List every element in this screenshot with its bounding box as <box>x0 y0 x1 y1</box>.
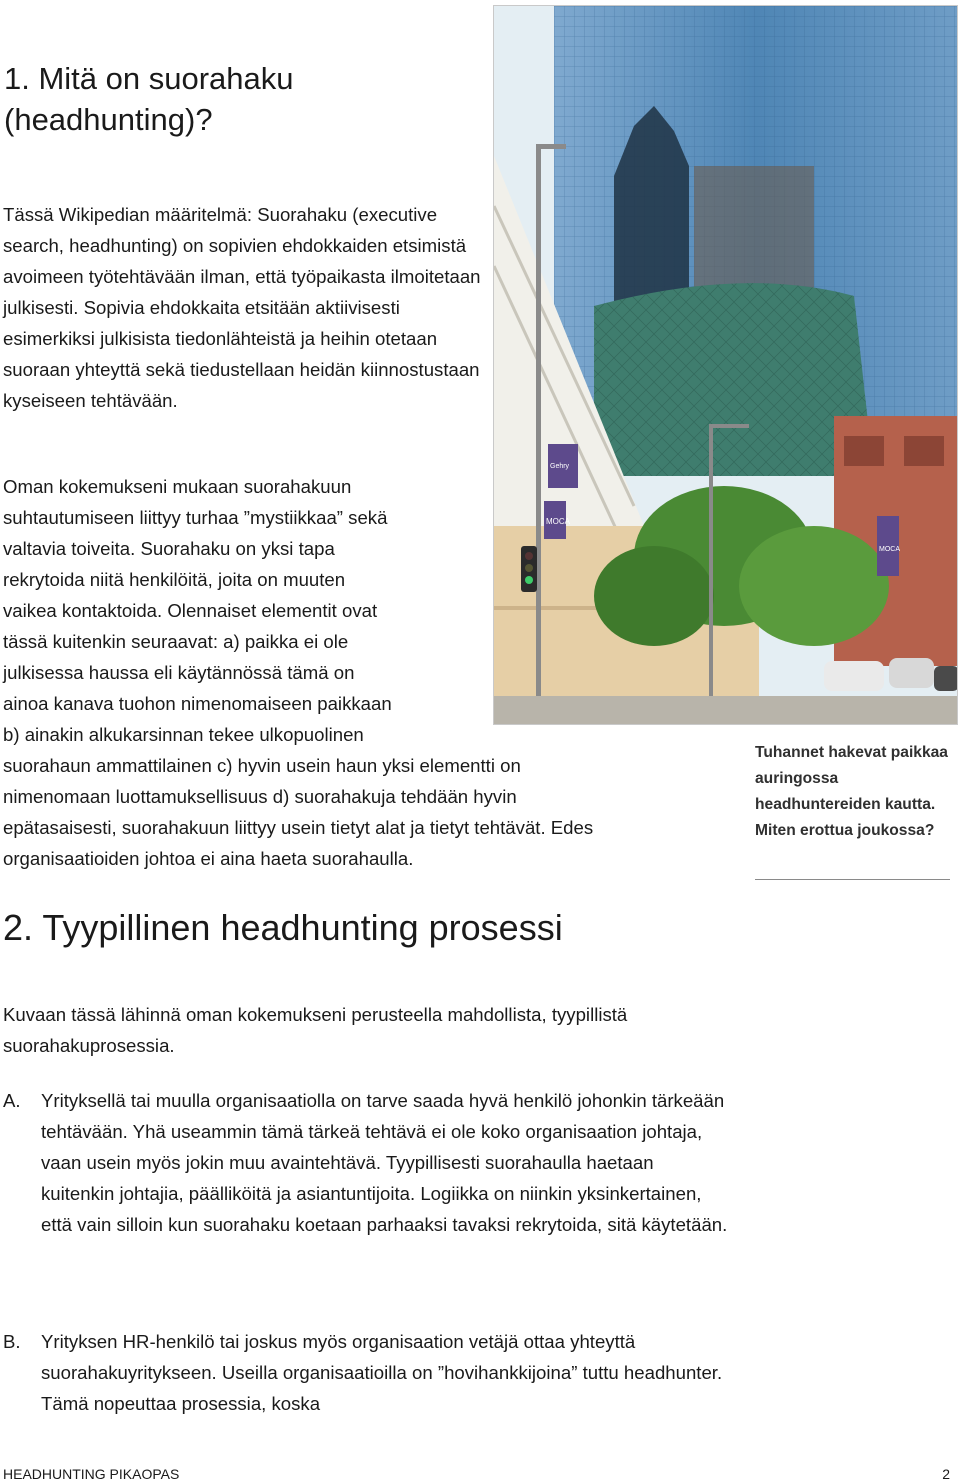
photo-caption: Tuhannet hakevat paikkaa auringossa headhuntereiden kautta. Miten erottua joukossa? <box>755 744 948 839</box>
banner-text: MOCA <box>879 546 900 553</box>
paragraph-line: Oman kokemukseni mukaan suorahakuun <box>3 476 352 497</box>
paragraph-line: epätasaisesti, suorahakuun liittyy usein tietyt alat ja tietyt tehtävät. Edes <box>3 817 594 838</box>
page-number: 2 <box>942 1466 950 1482</box>
list-item-text: Yrityksen HR-henkilö tai joskus myös organisaation vetäjä ottaa yhteyttä suorahakuyritykseen. Useilla organisaatioilla on ”hovihankkijoina” tuttu headhunter. Tämä nopeuttaa prosessia, koska <box>41 1331 723 1414</box>
paragraph-line: suhtautumiseen liittyy turhaa ”mystiikkaa” sekä <box>3 507 388 528</box>
paragraph-line: organisaatioiden johtoa ei aina haeta suorahaulla. <box>3 848 414 869</box>
section-1-title: 1. Mitä on suorahaku (headhunting)? <box>4 61 294 137</box>
banner-text: Gehry <box>550 463 570 470</box>
city-street-photo <box>493 5 958 725</box>
list-marker: A. <box>3 1090 21 1111</box>
definition-paragraph: Tässä Wikipedian määritelmä: Suorahaku (executive search, headhunting) on sopivien ehdokkaiden etsimistä avoimeen työtehtävään ilman, että työpaikasta ilmoitetaan julkisesti. Sopivia ehdokkaita etsitään aktiivisesti esimerkiksi julkisista tiedonlähteistä ja heihin otetaan suoraan yhteyttä sekä tiedustellaan heidän kiinnostustaan kyseiseen tehtävään. <box>3 204 481 411</box>
paragraph-line: ainoa kanava tuohon nimenomaiseen paikkaan <box>3 693 392 714</box>
paragraph-line: valtavia toiveita. Suorahaku on yksi tapa <box>3 538 335 559</box>
photo-illustration <box>494 6 958 725</box>
list-marker: B. <box>3 1331 21 1352</box>
caption-divider <box>755 879 950 880</box>
banner-text: MOCA <box>546 517 570 526</box>
paragraph-line: nimenomaan luottamuksellisuus d) suorahakuja tehdään hyvin <box>3 786 517 807</box>
footer-title: HEADHUNTING PIKAOPAS <box>3 1466 180 1482</box>
process-intro: Kuvaan tässä lähinnä oman kokemukseni perusteella mahdollista, tyypillistä suorahakuprosessia. <box>3 1004 628 1056</box>
paragraph-line: rekrytoida niitä henkilöitä, joita on muuten <box>3 569 346 590</box>
section-2-title: 2. Tyypillinen headhunting prosessi <box>3 907 563 948</box>
paragraph-line: tässä kuitenkin seuraavat: a) paikka ei ole <box>3 631 349 652</box>
paragraph-line: suorahaun ammattilainen c) hyvin usein haun yksi elementti on <box>3 755 521 776</box>
paragraph-line: vaikea kontaktoida. Olennaiset elementit ovat <box>3 600 378 621</box>
paragraph-line: julkisessa haussa eli käytännössä tämä on <box>3 662 355 683</box>
paragraph-line: b) ainakin alkukarsinnan tekee ulkopuolinen <box>3 724 364 745</box>
list-item-text: Yrityksellä tai muulla organisaatiolla on tarve saada hyvä henkilö johonkin tärkeään tehtävään. Yhä useammin tämä tärkeä tehtävä ei ole koko organisaation johtaja, vaan usein myös jokin muu avaintehtävä. Tyypillisesti suorahaulla haetaan kuitenkin johtajia, päälliköitä ja asiantuntijoita. Logiikka on niinkin yksinkertainen, että vain silloin kun suorahaku koetaan parhaaksi tavaksi rekrytoida, sitä käytetään. <box>41 1090 728 1235</box>
